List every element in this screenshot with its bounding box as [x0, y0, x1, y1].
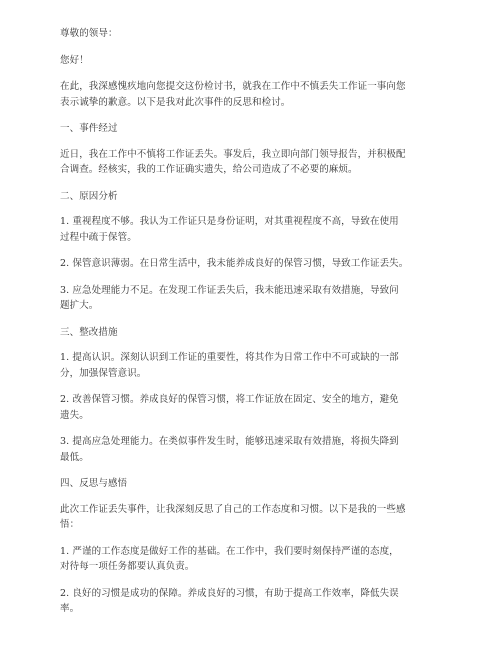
section-4-body: [60, 502, 446, 533]
intro-line: 表示诚挚的歉意。以下是我对此次事件的反思和检讨。: [60, 96, 291, 108]
section-4-item-2: [60, 586, 446, 617]
section-4-item-1: [60, 544, 446, 575]
item-line: 1. 提高认识。深刻认识到工作证的重要性，将其作为日常工作中不可或缺的一部: [60, 352, 399, 363]
item-line: 最低。: [60, 451, 89, 463]
intro-line: 在此，我深感愧疚地向您提交这份检讨书，就我在工作中不慎丢失工作证一事向您: [60, 81, 406, 92]
item-line: 1. 重视程度不够。我认为工作证只是身份证明，对其重视程度不高，导致在使用: [60, 216, 399, 227]
item-line: 过程中疏于保管。: [60, 231, 137, 243]
section-3-title: 三、整改措施: [60, 326, 118, 338]
section-4-title: 四、反思与感悟: [60, 478, 128, 489]
greeting: 您好！: [60, 54, 89, 66]
section-3-item-1: [60, 350, 446, 381]
item-line: 1. 严谨的工作态度是做好工作的基础。在工作中，我们要时刻保持严谨的态度，: [60, 545, 399, 557]
item-line: 3. 应急处理能力不足。在发现工作证丢失后，我未能迅速采取有效措施，导致问: [60, 284, 399, 296]
item-line: 分，加强保管意识。: [60, 367, 147, 379]
item-line: 遗失。: [60, 409, 89, 421]
item-line: 题扩大。: [60, 300, 99, 311]
item-line: 2. 良好的习惯是成功的保障。养成良好的习惯，有助于提高工作效率，降低失误: [60, 587, 399, 599]
section-3-item-2: [60, 392, 446, 423]
item-line: 2. 保管意识薄弱。在日常生活中，我未能养成良好的保管习惯，导致工作证丢失。: [60, 258, 409, 269]
section-3-item-3: [60, 434, 446, 465]
body-line: 此次工作证丢失事件，让我深刻反思了自己的工作态度和习惯。以下是我的一些感: [60, 503, 406, 515]
body-line: 近日，我在工作中不慎将工作证丢失。事发后，我立即向部门领导报告，并积极配: [60, 148, 406, 160]
section-2-item-1: [60, 214, 446, 245]
item-line: 2. 改善保管习惯。养成良好的保管习惯，将工作证放在固定、安全的地方，避免: [60, 394, 399, 405]
item-line: 3. 提高应急处理能力。在类似事件发生时，能够迅速采取有效措施，将损失降到: [60, 436, 399, 447]
intro-paragraph: [60, 79, 446, 110]
body-line: 合调查。经核实，我的工作证确实遗失，给公司造成了不必要的麻烦。: [60, 164, 358, 175]
item-line: 率。: [60, 603, 80, 614]
section-2-item-2: [60, 256, 446, 272]
section-1-body: [60, 147, 446, 178]
section-1-title: 一、事件经过: [60, 123, 118, 134]
document-page: [60, 26, 446, 617]
salutation: 尊敬的领导：: [60, 28, 118, 39]
section-2-item-3: [60, 283, 446, 314]
body-line: 悟：: [60, 519, 80, 530]
section-2-title: 二、原因分析: [60, 190, 118, 202]
item-line: 对待每一项任务都要认真负责。: [60, 561, 195, 572]
